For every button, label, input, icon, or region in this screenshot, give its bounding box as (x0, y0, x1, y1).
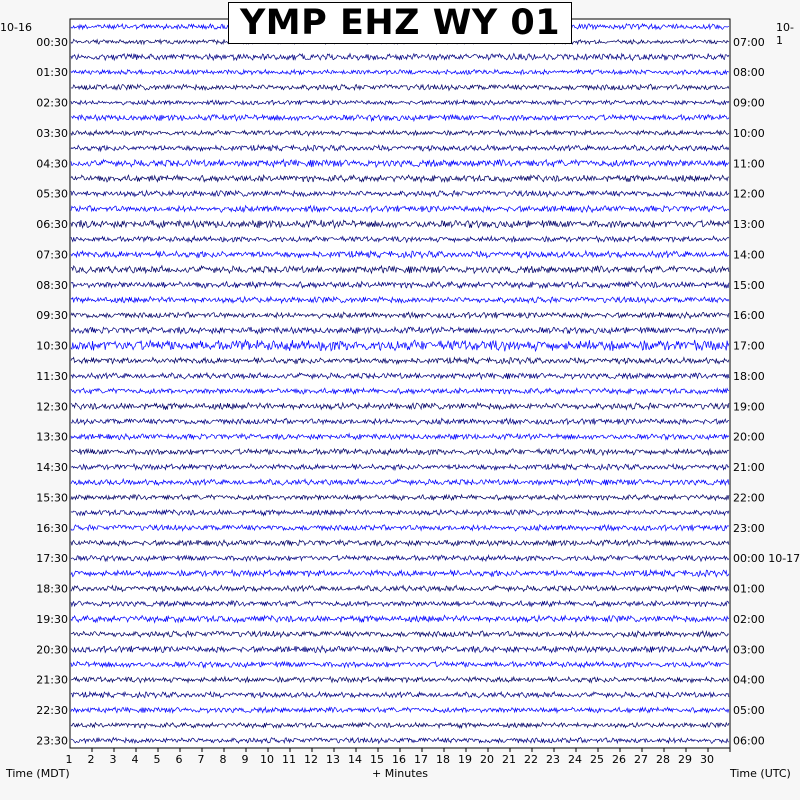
right-date-label: 10-1 (776, 21, 794, 47)
left-time-label: 07:30 (36, 248, 68, 262)
right-time-label: 14:00 (733, 248, 765, 262)
left-time-label: 03:30 (36, 126, 68, 140)
left-time-label: 22:30 (36, 704, 68, 718)
right-time-label: 04:00 (733, 673, 765, 687)
right-axis-label: Time (UTC) (730, 767, 791, 780)
chart-title: YMP EHZ WY 01 (228, 2, 572, 44)
right-time-label: 07:00 (733, 35, 765, 49)
x-tick-label: 13 (326, 753, 340, 766)
left-date-label: 10-16 (0, 21, 32, 34)
right-time-label: 06:00 (733, 734, 765, 748)
left-time-label: 06:30 (36, 218, 68, 232)
x-tick-label: 26 (612, 753, 626, 766)
right-time-label: 22:00 (733, 491, 765, 505)
x-tick-label: 19 (458, 753, 472, 766)
left-time-label: 13:30 (36, 430, 68, 444)
x-tick-label: 5 (153, 753, 161, 766)
left-time-label: 12:30 (36, 400, 68, 414)
x-tick-label: 22 (524, 753, 538, 766)
x-tick-label: 4 (131, 753, 139, 766)
x-tick-label: 29 (678, 753, 692, 766)
right-time-label: 00:00 10-17 (733, 552, 800, 566)
x-tick-label: 21 (502, 753, 516, 766)
x-tick-label: 15 (370, 753, 384, 766)
x-tick-label: 17 (414, 753, 428, 766)
right-time-label: 05:00 (733, 704, 765, 718)
right-time-label: 08:00 (733, 66, 765, 80)
left-time-label: 10:30 (36, 339, 68, 353)
x-tick-label: 23 (546, 753, 560, 766)
right-time-label: 09:00 (733, 96, 765, 110)
right-time-label: 15:00 (733, 278, 765, 292)
left-time-label: 09:30 (36, 309, 68, 323)
left-time-label: 14:30 (36, 461, 68, 475)
x-tick-label: 9 (241, 753, 249, 766)
left-time-label: 18:30 (36, 582, 68, 596)
left-time-label: 17:30 (36, 552, 68, 566)
x-tick-label: 14 (348, 753, 362, 766)
left-time-label: 23:30 (36, 734, 68, 748)
right-time-label: 03:00 (733, 643, 765, 657)
right-time-label: 16:00 (733, 309, 765, 323)
right-time-label: 19:00 (733, 400, 765, 414)
left-time-label: 05:30 (36, 187, 68, 201)
x-tick-label: 16 (392, 753, 406, 766)
right-time-label: 11:00 (733, 157, 765, 171)
x-tick-label: 10 (260, 753, 274, 766)
right-time-label: 20:00 (733, 430, 765, 444)
x-tick-label: 18 (436, 753, 450, 766)
x-tick-label: 2 (87, 753, 95, 766)
left-time-label: 04:30 (36, 157, 68, 171)
left-time-axis (36, 36, 68, 748)
left-time-label: 21:30 (36, 673, 68, 687)
x-tick-label: 7 (197, 753, 205, 766)
x-axis-label: + Minutes (371, 767, 429, 780)
right-time-label: 21:00 (733, 461, 765, 475)
x-tick-label: 28 (656, 753, 670, 766)
left-time-label: 20:30 (36, 643, 68, 657)
left-time-label: 08:30 (36, 278, 68, 292)
right-time-label: 12:00 (733, 187, 765, 201)
x-tick-label: 3 (109, 753, 117, 766)
x-tick-label: 20 (480, 753, 494, 766)
left-time-label: 01:30 (36, 66, 68, 80)
right-time-label: 13:00 (733, 218, 765, 232)
left-time-label: 19:30 (36, 612, 68, 626)
x-tick-label: 30 (700, 753, 714, 766)
right-time-label: 10:00 (733, 126, 765, 140)
plot-area (70, 19, 730, 748)
right-time-label: 01:00 (733, 582, 765, 596)
right-time-label: 18:00 (733, 369, 765, 383)
left-time-label: 11:30 (36, 369, 68, 383)
left-time-label: 16:30 (36, 521, 68, 535)
right-time-axis (733, 36, 800, 748)
right-time-label: 23:00 (733, 521, 765, 535)
x-tick-label: 11 (282, 753, 296, 766)
left-axis-label: Time (MDT) (6, 767, 70, 780)
x-tick-label: 27 (634, 753, 648, 766)
x-tick-label: 8 (219, 753, 227, 766)
right-time-label: 02:00 (733, 612, 765, 626)
x-tick-label: 6 (175, 753, 183, 766)
x-tick-label: 24 (568, 753, 582, 766)
x-axis-ticks (66, 748, 731, 766)
x-tick-label: 12 (304, 753, 318, 766)
left-time-label: 00:30 (36, 35, 68, 49)
left-time-label: 15:30 (36, 491, 68, 505)
right-time-label: 17:00 (733, 339, 765, 353)
left-time-label: 02:30 (36, 96, 68, 110)
x-tick-label: 1 (65, 753, 73, 766)
x-tick-label: 25 (590, 753, 604, 766)
